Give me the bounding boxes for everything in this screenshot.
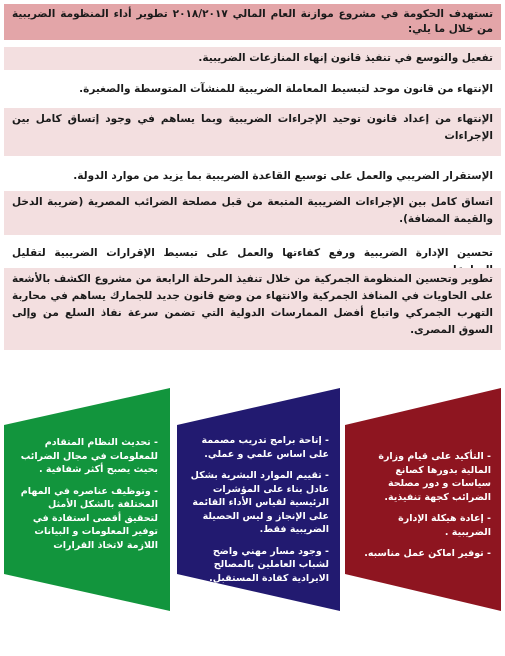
panel-line: - وتوظيف عناصره في المهام المختلفة بالشكل الأمثل لتحقيق أقصى استفادة في توفير المعلومات و البيانات اللازمة لاتخاذ القرارات — [20, 485, 158, 551]
panel-line: - تقييم الموارد البشرية بشكل عادل بناء على المؤشرات الرئيسية لقياس الأداء القائمة على الإنجاز و ليس الحصيلة الضريبية فقط. — [190, 470, 329, 535]
list-item: تفعيل والتوسع في تنفيذ قانون إنهاء المنازعات الضريبية. — [4, 47, 501, 70]
maroon-panel — [345, 388, 501, 611]
panel-line: - التأكيد على قيام وزارة المالية بدورها كصانع سياسات و دور مصلحة الضرائب كجهة تنفيذية. — [378, 451, 491, 503]
panel-line: - توفير اماكن عمل مناسبه. — [364, 548, 491, 559]
panel-line: - إتاحة برامج تدريب مصممة على اساس علمي و عملي. — [201, 435, 329, 460]
list-item: تطوير وتحسين المنظومة الجمركية من خلال تنفيذ المرحلة الرابعة من مشروع الكشف بالأشعة على الحاويات في المنافذ الجمركية والانتهاء من وضع قانون جديد للجمارك يساهم في محاربة التهرب الجمركي واتباع أفضل الممارسات الدولية التي تضمن سرعة نفاذ السلع من وإلى السوق المصرى. — [4, 268, 501, 350]
panel-line: - وجود مسار مهني واضح لشباب العاملين بالمصالح الايرادية كقادة المستقبل. — [209, 545, 329, 584]
list-item: اتساق كامل بين الإجراءات الضريبية المتبعة من قبل مصلحة الضرائب المصرية (ضريبة الدخل والقيمة المضافة). — [4, 191, 501, 235]
list-item: الإستقرار الضريبي والعمل على توسيع القاعدة الضريبية بما يزيد من موارد الدولة. — [4, 165, 501, 187]
list-item: تحسين الإدارة الضريبية ورفع كفاءتها والعمل على تبسيط الإقرارات الضريبية لتقليل — [4, 242, 501, 264]
list-item: الإنتهاء من إعداد قانون توحيد الإجراءات الضريبية وبما يساهم في وجود إتساق كامل بين الإجراءات — [4, 108, 501, 156]
panel-line: - تحديث النظام المتقادم للمعلومات في مجال الضرائب بحيث يصبح أكثر شفافية . — [20, 437, 158, 475]
panel-line: - إعادة هيكلة الإدارة الضريبية . — [398, 513, 491, 538]
list-item: الإنتهاء من قانون موحد لتبسيط المعاملة الضريبية للمنشآت المتوسطة والصغيرة. — [4, 78, 501, 100]
heading: تستهدف الحكومة في مشروع موازنة العام المالي ٢٠١٨/٢٠١٧ تطوير أداء المنظومة الضريبية من خلال ما يلي: — [4, 4, 501, 40]
navy-panel — [177, 388, 340, 611]
green-panel — [4, 388, 170, 611]
